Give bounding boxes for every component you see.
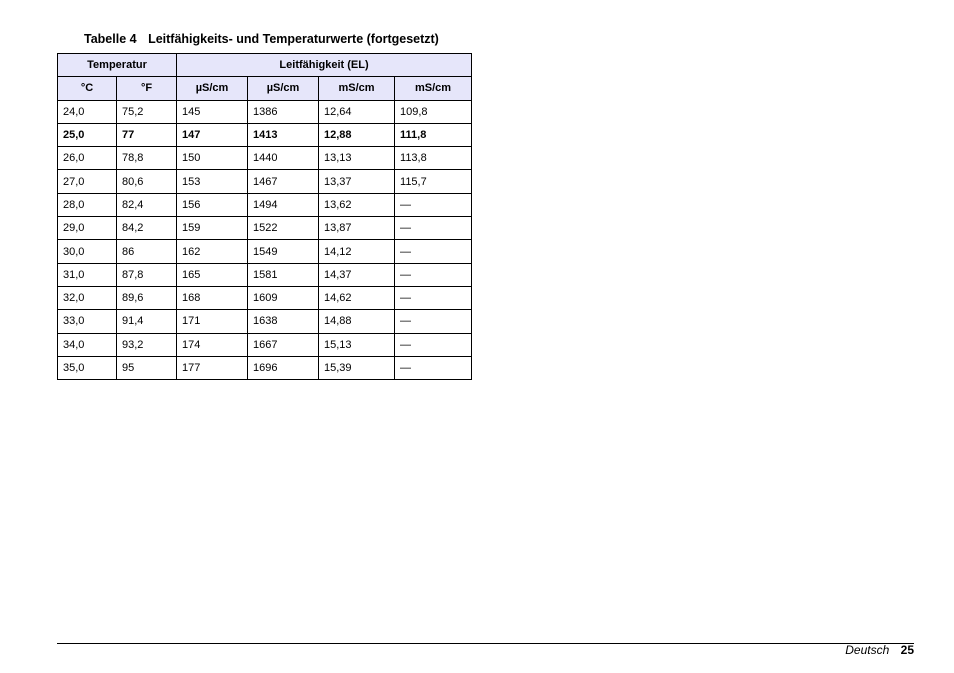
unit-header-row <box>58 77 472 100</box>
table-cell: 25,0 <box>58 123 117 146</box>
table-cell: 1638 <box>248 310 319 333</box>
table-cell: 1581 <box>248 263 319 286</box>
page-number: 25 <box>900 643 914 657</box>
column-header-us-cm: µS/cm <box>248 77 319 100</box>
table-cell: 156 <box>177 193 248 216</box>
table-cell: 1522 <box>248 217 319 240</box>
table-cell: 15,39 <box>319 356 395 379</box>
table-cell: 77 <box>117 123 177 146</box>
conductivity-temperature-table <box>57 53 472 380</box>
table-cell: 13,13 <box>319 147 395 170</box>
column-header-us-cm: µS/cm <box>177 77 248 100</box>
table-cell: 1609 <box>248 286 319 309</box>
table-cell: 93,2 <box>117 333 177 356</box>
table-cell: — <box>395 356 472 379</box>
table-row <box>58 193 472 216</box>
table-cell: 111,8 <box>395 123 472 146</box>
table-row <box>58 263 472 286</box>
table-row <box>58 356 472 379</box>
table-cell: 153 <box>177 170 248 193</box>
table-cell: 12,64 <box>319 100 395 123</box>
table-cell: 95 <box>117 356 177 379</box>
table-cell: 31,0 <box>58 263 117 286</box>
footer-rule <box>57 643 914 644</box>
table-cell: — <box>395 217 472 240</box>
footer-language: Deutsch <box>845 643 890 657</box>
table-row <box>58 286 472 309</box>
table-row <box>58 170 472 193</box>
table-cell: 13,62 <box>319 193 395 216</box>
table-cell: 171 <box>177 310 248 333</box>
table-cell: 29,0 <box>58 217 117 240</box>
group-header-temperature: Temperatur <box>58 54 177 77</box>
table-cell: 84,2 <box>117 217 177 240</box>
table-cell: 12,88 <box>319 123 395 146</box>
table-cell: 32,0 <box>58 286 117 309</box>
table-cell: 80,6 <box>117 170 177 193</box>
table-cell: 109,8 <box>395 100 472 123</box>
table-cell: 75,2 <box>117 100 177 123</box>
table-cell: — <box>395 263 472 286</box>
table-row <box>58 217 472 240</box>
table-cell: 86 <box>117 240 177 263</box>
table-cell: 27,0 <box>58 170 117 193</box>
table-cell: 162 <box>177 240 248 263</box>
table-cell: 35,0 <box>58 356 117 379</box>
table-cell: 1467 <box>248 170 319 193</box>
table-cell: 147 <box>177 123 248 146</box>
table-cell: — <box>395 193 472 216</box>
table-cell: — <box>395 286 472 309</box>
table-cell: 82,4 <box>117 193 177 216</box>
table-cell: 15,13 <box>319 333 395 356</box>
table-body <box>58 100 472 380</box>
table-cell: 177 <box>177 356 248 379</box>
table-row <box>58 333 472 356</box>
table-cell: 1549 <box>248 240 319 263</box>
table-cell: 26,0 <box>58 147 117 170</box>
table-cell: 115,7 <box>395 170 472 193</box>
table-cell: 1494 <box>248 193 319 216</box>
table-cell: 174 <box>177 333 248 356</box>
page-footer <box>845 643 914 657</box>
table-cell: — <box>395 310 472 333</box>
table-cell: 165 <box>177 263 248 286</box>
table-cell: 113,8 <box>395 147 472 170</box>
table-row <box>58 240 472 263</box>
table-cell: 150 <box>177 147 248 170</box>
table-cell: 89,6 <box>117 286 177 309</box>
table-caption <box>84 32 439 46</box>
table-cell: 14,88 <box>319 310 395 333</box>
table-cell: 24,0 <box>58 100 117 123</box>
table-cell: 34,0 <box>58 333 117 356</box>
table-cell: 14,37 <box>319 263 395 286</box>
table-cell: 87,8 <box>117 263 177 286</box>
table-row <box>58 147 472 170</box>
group-header-row <box>58 54 472 77</box>
table-cell: 30,0 <box>58 240 117 263</box>
table-cell: 13,37 <box>319 170 395 193</box>
table-row <box>58 100 472 123</box>
table-caption-title: Leitfähigkeits- und Temperaturwerte (fortgesetzt) <box>148 32 439 46</box>
table-cell: 168 <box>177 286 248 309</box>
table-cell: 91,4 <box>117 310 177 333</box>
table-cell: 33,0 <box>58 310 117 333</box>
column-header-ms-cm: mS/cm <box>395 77 472 100</box>
table-cell: 13,87 <box>319 217 395 240</box>
table-cell: 1386 <box>248 100 319 123</box>
table-cell: — <box>395 333 472 356</box>
column-header-ms-cm: mS/cm <box>319 77 395 100</box>
table-row <box>58 123 472 146</box>
column-header-celsius: °C <box>58 77 117 100</box>
table-row <box>58 310 472 333</box>
table-caption-number: Tabelle 4 <box>84 32 137 46</box>
table-cell: 14,62 <box>319 286 395 309</box>
table-cell: 78,8 <box>117 147 177 170</box>
table-cell: 159 <box>177 217 248 240</box>
column-header-fahrenheit: °F <box>117 77 177 100</box>
table-cell: — <box>395 240 472 263</box>
table-cell: 14,12 <box>319 240 395 263</box>
table-cell: 1667 <box>248 333 319 356</box>
group-header-conductivity: Leitfähigkeit (EL) <box>177 54 472 77</box>
table-cell: 1440 <box>248 147 319 170</box>
table-cell: 145 <box>177 100 248 123</box>
table-cell: 1413 <box>248 123 319 146</box>
table-cell: 1696 <box>248 356 319 379</box>
table-cell: 28,0 <box>58 193 117 216</box>
